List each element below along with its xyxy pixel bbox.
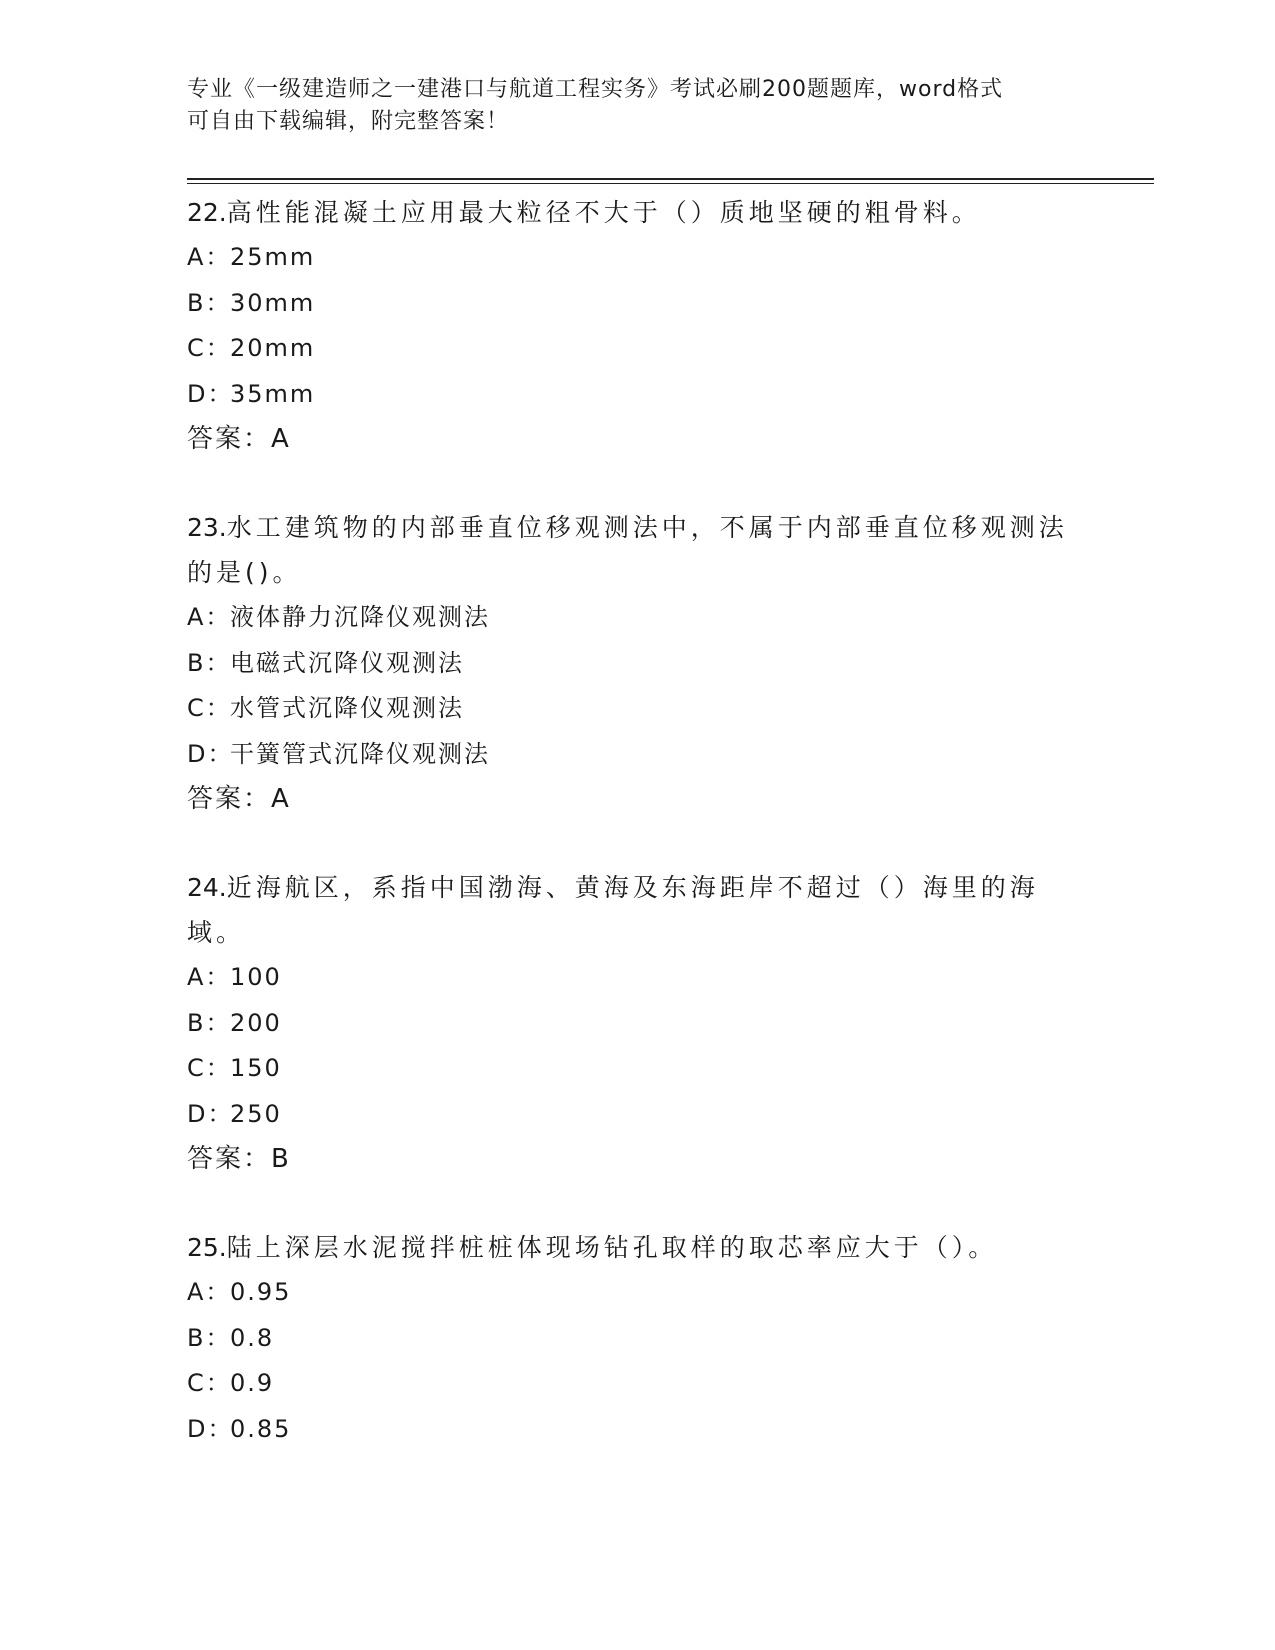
header-line-1: 专业《一级建造师之一建港口与航道工程实务》考试必刷200题题库，word格式	[187, 77, 1004, 102]
question-number: 22.	[187, 198, 227, 227]
option-key: B：	[187, 648, 232, 677]
document-header	[187, 74, 1087, 138]
option-text: 水管式沉降仪观测法	[230, 694, 464, 722]
option-text: 0.8	[230, 1323, 275, 1352]
option-b	[187, 1001, 1087, 1047]
answer-label: 答案：	[187, 424, 272, 454]
option-key: A：	[187, 243, 232, 271]
option-d	[187, 372, 1087, 418]
option-d	[187, 1092, 1087, 1138]
question-text: 近海航区，系指中国渤海、黄海及东海距岸不超过（）海里的海域。	[187, 873, 1039, 947]
option-text: 电磁式沉降仪观测法	[230, 648, 464, 677]
answer-value: A	[271, 784, 289, 814]
option-key: D：	[187, 1414, 234, 1443]
option-key: C：	[187, 334, 232, 362]
option-text: 0.9	[230, 1369, 275, 1397]
question-stem	[187, 190, 1087, 235]
option-key: D：	[187, 379, 234, 408]
header-divider-thin	[187, 183, 1154, 184]
option-c	[187, 686, 1087, 732]
question-stem	[187, 1225, 1087, 1270]
option-key: A：	[187, 963, 232, 991]
header-line-2: 可自由下载编辑，附完整答案！	[187, 109, 510, 134]
option-text: 0.85	[230, 1414, 292, 1443]
question-24	[187, 865, 1087, 1182]
option-text: 35mm	[230, 379, 316, 408]
option-text: 250	[230, 1099, 282, 1128]
option-text: 200	[230, 1008, 282, 1037]
option-b	[187, 1316, 1087, 1362]
option-a	[187, 235, 1087, 281]
option-c	[187, 1046, 1087, 1092]
option-d	[187, 1407, 1087, 1453]
question-text: 高性能混凝土应用最大粒径不大于（）质地坚硬的粗骨料。	[226, 198, 981, 227]
option-a	[187, 955, 1087, 1001]
answer-label: 答案：	[187, 1144, 272, 1174]
option-key: D：	[187, 739, 234, 768]
question-list	[187, 190, 1087, 1495]
option-key: B：	[187, 1008, 232, 1037]
option-key: D：	[187, 1099, 234, 1128]
option-key: C：	[187, 694, 232, 722]
option-a	[187, 595, 1087, 641]
option-key: B：	[187, 1323, 232, 1352]
answer-value: A	[271, 424, 289, 454]
option-text: 20mm	[230, 334, 316, 362]
question-text: 水工建筑物的内部垂直位移观测法中，不属于内部垂直位移观测法的是()。	[187, 513, 1068, 587]
option-key: B：	[187, 288, 232, 317]
option-d	[187, 732, 1087, 778]
answer-value: B	[271, 1144, 289, 1174]
option-c	[187, 1361, 1087, 1407]
option-text: 150	[230, 1054, 282, 1082]
option-key: A：	[187, 603, 232, 631]
question-25	[187, 1225, 1087, 1452]
option-text: 干簧管式沉降仪观测法	[230, 739, 490, 768]
option-c	[187, 326, 1087, 372]
option-a	[187, 1270, 1087, 1316]
question-number: 23.	[187, 513, 227, 542]
answer-label: 答案：	[187, 784, 272, 814]
option-key: C：	[187, 1054, 232, 1082]
option-b	[187, 641, 1087, 687]
question-number: 24.	[187, 873, 227, 902]
question-22	[187, 190, 1087, 462]
question-text: 陆上深层水泥搅拌桩桩体现场钻孔取样的取芯率应大于（）。	[226, 1233, 998, 1262]
question-number: 25.	[187, 1233, 227, 1262]
question-stem	[187, 505, 1087, 595]
answer-line	[187, 417, 1087, 462]
option-text: 25mm	[230, 243, 316, 271]
option-text: 液体静力沉降仪观测法	[230, 603, 490, 631]
option-key: A：	[187, 1278, 232, 1306]
answer-line	[187, 777, 1087, 822]
question-23	[187, 505, 1087, 822]
answer-line	[187, 1137, 1087, 1182]
option-text: 30mm	[230, 288, 316, 317]
header-divider-thick	[187, 178, 1154, 180]
option-b	[187, 281, 1087, 327]
option-text: 100	[230, 963, 282, 991]
option-key: C：	[187, 1369, 232, 1397]
question-stem	[187, 865, 1087, 955]
option-text: 0.95	[230, 1278, 292, 1306]
